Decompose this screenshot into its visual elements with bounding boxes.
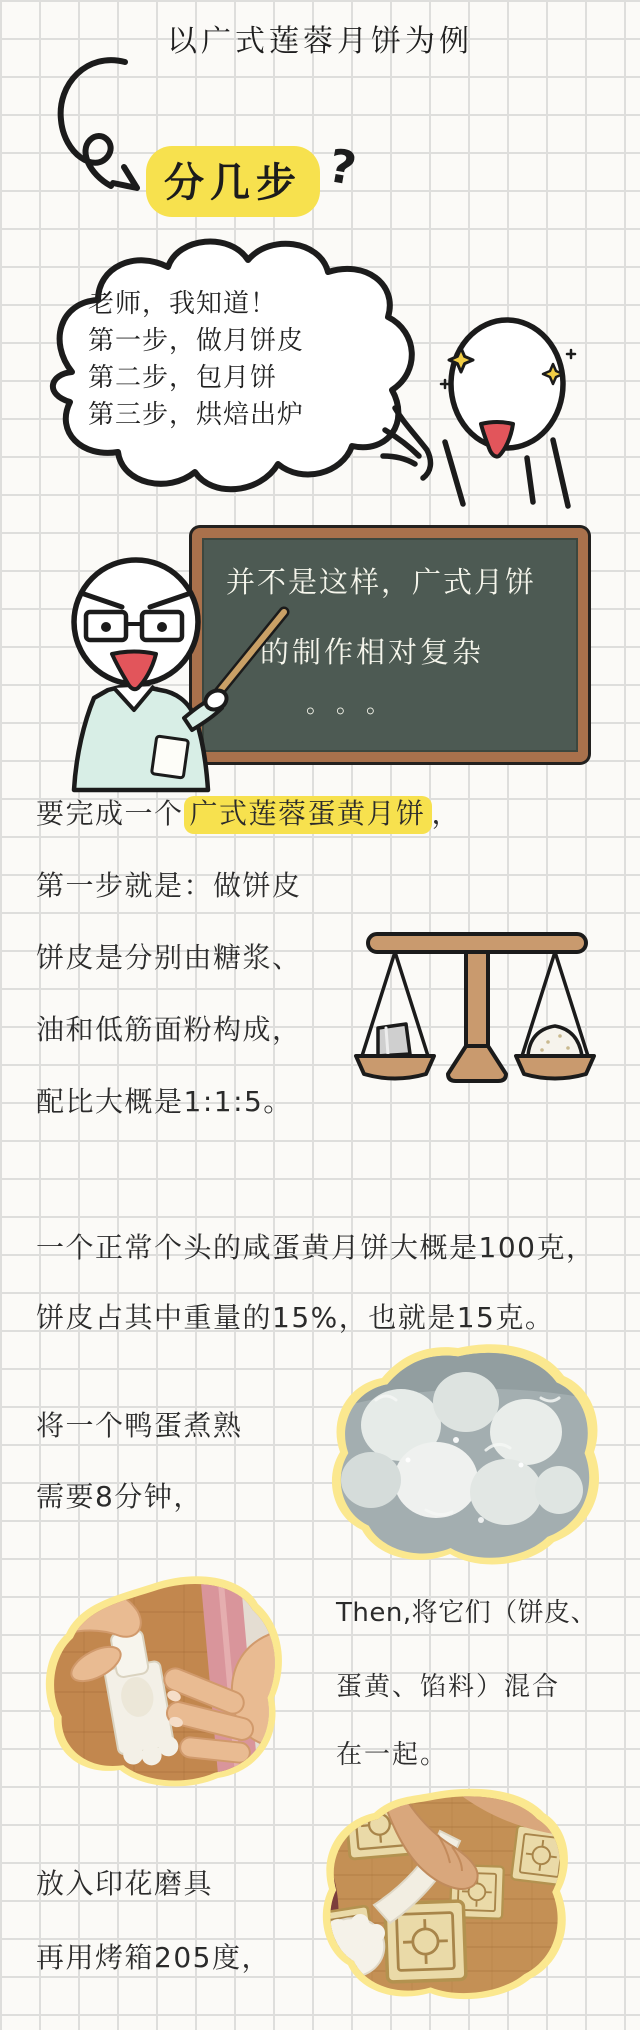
question-mark: ? bbox=[324, 138, 361, 196]
mooncake-press-photo bbox=[302, 1783, 582, 2018]
question-highlight: 分几步 bbox=[146, 146, 320, 217]
flour-pile bbox=[528, 1026, 582, 1056]
intro-line-1-prefix: 要完成一个 bbox=[36, 797, 184, 830]
mix-line-1: Then,将它们（饼皮、 bbox=[336, 1598, 598, 1628]
blackboard-line: 。。。 bbox=[306, 690, 408, 718]
intro-line-1 bbox=[36, 792, 461, 832]
curly-arrow-icon bbox=[45, 56, 145, 191]
intro-line-1-suffix: ， bbox=[431, 797, 462, 830]
student-character bbox=[375, 272, 640, 512]
cloud-line: 第一步，做月饼皮 bbox=[88, 326, 305, 356]
blackboard-line: 的制作相对复杂 bbox=[260, 635, 485, 669]
boil-line-1: 将一个鸭蛋煮熟 bbox=[36, 1409, 243, 1442]
intro-line-1-highlight: 广式莲蓉蛋黄月饼 bbox=[184, 796, 432, 834]
mix-line-2: 蛋黄、馅料）混合 bbox=[336, 1672, 561, 1702]
teacher-character bbox=[56, 550, 296, 795]
cloud-line: 第三步，烘焙出炉 bbox=[88, 400, 305, 430]
sugar-cube bbox=[378, 1024, 410, 1056]
mold-line-2: 再用烤箱205度， bbox=[36, 1941, 271, 1974]
intro-line-3: 饼皮是分别由糖浆、 bbox=[36, 941, 302, 974]
page-title: 以广式莲蓉月饼为例 bbox=[167, 24, 473, 59]
mold-line-1: 放入印花磨具 bbox=[36, 1867, 214, 1900]
cloud-line: 第二步，包月饼 bbox=[88, 363, 278, 393]
weight-line-2: 饼皮占其中重量的15%，也就是15克。 bbox=[36, 1301, 555, 1334]
intro-line-5: 配比大概是1:1:5。 bbox=[36, 1085, 293, 1118]
question-line bbox=[146, 138, 361, 217]
intro-line-2: 第一步就是：做饼皮 bbox=[36, 869, 302, 902]
blackboard-line: 并不是这样，广式月饼 bbox=[226, 565, 537, 599]
boiled-eggs-photo bbox=[316, 1340, 606, 1570]
dough-mold-photo bbox=[34, 1572, 312, 1797]
mix-line-3: 在一起。 bbox=[336, 1740, 449, 1770]
boil-line-2: 需要8分钟， bbox=[36, 1480, 203, 1513]
cloud-line: 老师，我知道！ bbox=[88, 289, 278, 319]
intro-line-4: 油和低筋面粉构成， bbox=[36, 1013, 302, 1046]
balance-scale-illustration bbox=[348, 916, 598, 1091]
cloud-bubble-text bbox=[88, 286, 304, 434]
weight-line-1: 一个正常个头的咸蛋黄月饼大概是100克， bbox=[36, 1231, 596, 1264]
